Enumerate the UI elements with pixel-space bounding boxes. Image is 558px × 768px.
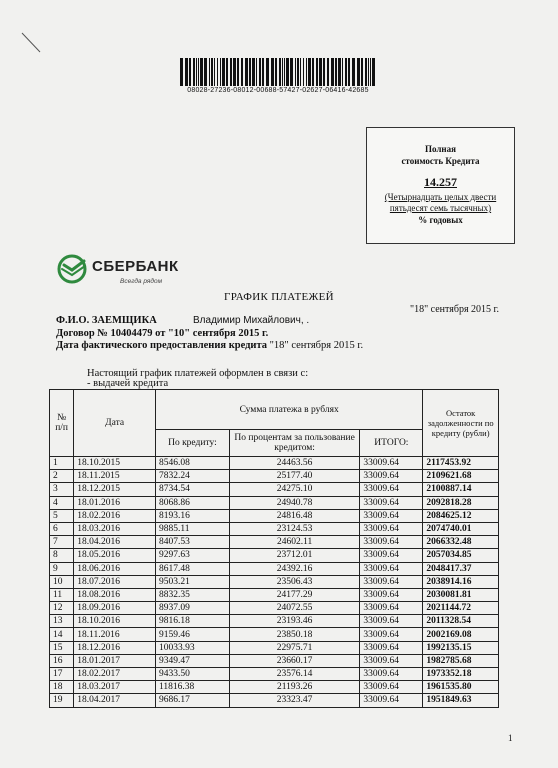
row-total: 33009.64 <box>360 694 423 707</box>
row-balance: 2117453.92 <box>423 457 499 470</box>
row-total: 33009.64 <box>360 562 423 575</box>
barcode <box>178 58 376 86</box>
page-number: 1 <box>508 733 513 743</box>
header-interest: По процентам за пользование кредитом: <box>229 430 360 457</box>
row-date: 18.09.2016 <box>74 602 156 615</box>
barcode-bar <box>319 58 322 86</box>
header-date: Дата <box>74 390 156 457</box>
cost-words <box>371 192 510 214</box>
row-balance: 2100887.14 <box>423 483 499 496</box>
barcode-bar <box>275 58 277 86</box>
borrower-name: Владимир Михайлович, . <box>193 315 310 326</box>
barcode-bar <box>256 58 257 86</box>
barcode-bar <box>372 58 375 86</box>
row-credit: 9686.17 <box>155 694 229 707</box>
row-balance: 1951849.63 <box>423 694 499 707</box>
row-total: 33009.64 <box>360 602 423 615</box>
barcode-bar <box>220 58 221 86</box>
row-date: 18.07.2016 <box>74 575 156 588</box>
row-credit: 9816.18 <box>155 615 229 628</box>
barcode-bar <box>342 58 343 86</box>
table-row <box>50 496 499 509</box>
row-total: 33009.64 <box>360 615 423 628</box>
header-num: № п/п <box>50 390 74 457</box>
barcode-bar <box>323 58 325 86</box>
row-credit: 8068.86 <box>155 496 229 509</box>
row-number: 13 <box>50 615 74 628</box>
barcode-bar <box>290 58 293 86</box>
row-interest: 23124.53 <box>229 522 360 535</box>
document-date: "18" сентября 2015 г. <box>410 304 500 315</box>
row-number: 10 <box>50 575 74 588</box>
row-number: 7 <box>50 536 74 549</box>
header-total: ИТОГО: <box>360 430 423 457</box>
barcode-bar <box>284 58 285 86</box>
row-number: 11 <box>50 588 74 601</box>
table-row <box>50 628 499 641</box>
row-number: 15 <box>50 641 74 654</box>
table-row <box>50 549 499 562</box>
table-row <box>50 641 499 654</box>
row-date: 18.02.2016 <box>74 509 156 522</box>
row-total: 33009.64 <box>360 470 423 483</box>
row-date: 18.06.2016 <box>74 562 156 575</box>
row-interest: 21193.26 <box>229 681 360 694</box>
barcode-bar <box>282 58 283 86</box>
row-number: 8 <box>50 549 74 562</box>
barcode-bar <box>189 58 191 86</box>
row-interest: 23193.46 <box>229 615 360 628</box>
barcode-bar <box>308 58 311 86</box>
barcode-bar <box>204 58 207 86</box>
row-total: 33009.64 <box>360 668 423 681</box>
borrower-label: Ф.И.О. ЗАЕМЩИКА <box>56 315 157 326</box>
barcode-bar <box>368 58 369 86</box>
row-interest: 24463.56 <box>229 457 360 470</box>
barcode-bar <box>312 58 314 86</box>
row-balance: 2057034.85 <box>423 549 499 562</box>
row-total: 33009.64 <box>360 496 423 509</box>
barcode-bar <box>211 58 213 86</box>
row-balance: 2038914.16 <box>423 575 499 588</box>
barcode-bar <box>200 58 203 86</box>
row-interest: 24816.48 <box>229 509 360 522</box>
row-balance: 1992135.15 <box>423 641 499 654</box>
barcode-bar <box>185 58 188 86</box>
row-date: 18.03.2016 <box>74 522 156 535</box>
row-interest: 23850.18 <box>229 628 360 641</box>
barcode-bar <box>237 58 239 86</box>
barcode-bar <box>331 58 334 86</box>
fact-date-value: "18" сентября 2015 г. <box>269 340 364 351</box>
row-interest: 23712.01 <box>229 549 360 562</box>
header-balance: Остаток задолженности по кредиту (рубли) <box>423 390 499 457</box>
row-credit: 8734.54 <box>155 483 229 496</box>
schedule-note: Настоящий график платежей оформлен в связи с: <box>87 368 309 379</box>
barcode-bar <box>262 58 264 86</box>
row-date: 18.11.2016 <box>74 628 156 641</box>
row-interest: 23506.43 <box>229 575 360 588</box>
row-number: 6 <box>50 522 74 535</box>
row-interest: 24940.78 <box>229 496 360 509</box>
row-date: 18.11.2015 <box>74 470 156 483</box>
barcode-bar <box>361 58 363 86</box>
cost-title-line1: Полная <box>425 144 456 154</box>
row-number: 9 <box>50 562 74 575</box>
table-row <box>50 470 499 483</box>
row-balance: 2092818.28 <box>423 496 499 509</box>
row-number: 5 <box>50 509 74 522</box>
barcode-bar <box>271 58 274 86</box>
table-row <box>50 615 499 628</box>
barcode-bar <box>295 58 296 86</box>
table-row <box>50 522 499 535</box>
row-credit: 9433.50 <box>155 668 229 681</box>
barcode-bar <box>245 58 248 86</box>
barcode-bar <box>252 58 255 86</box>
full-cost-box <box>366 127 515 244</box>
cost-title-line2: стоимость Кредита <box>401 156 480 166</box>
barcode-bar <box>370 58 371 86</box>
barcode-bar <box>300 58 301 86</box>
barcode-bar <box>198 58 199 86</box>
row-credit: 9503.21 <box>155 575 229 588</box>
row-total: 33009.64 <box>360 575 423 588</box>
barcode-number: 08028-27236-08012-00688-57427-02627-06416-42685 <box>187 87 369 94</box>
contract-number: Договор № 10404479 от "10" сентября 2015 г. <box>56 328 269 339</box>
row-credit: 8407.53 <box>155 536 229 549</box>
cost-words-line1: (Четырнадцать целых двести <box>384 192 497 202</box>
row-credit: 9297.63 <box>155 549 229 562</box>
row-number: 14 <box>50 628 74 641</box>
row-date: 18.01.2016 <box>74 496 156 509</box>
row-interest: 24275.10 <box>229 483 360 496</box>
barcode-bar <box>226 58 228 86</box>
row-balance: 2021144.72 <box>423 602 499 615</box>
barcode-bar <box>306 58 307 86</box>
row-total: 33009.64 <box>360 457 423 470</box>
row-balance: 2030081.81 <box>423 588 499 601</box>
barcode-bar <box>357 58 360 86</box>
table-row <box>50 602 499 615</box>
row-credit: 9349.47 <box>155 654 229 667</box>
row-credit: 9885.11 <box>155 522 229 535</box>
barcode-bar <box>266 58 269 86</box>
row-date: 18.08.2016 <box>74 588 156 601</box>
logo-slogan: Всегда рядом <box>120 278 163 285</box>
header-credit: По кредиту: <box>155 430 229 457</box>
row-credit: 8617.48 <box>155 562 229 575</box>
barcode-bar <box>327 58 329 86</box>
row-interest: 25177.40 <box>229 470 360 483</box>
row-interest: 24072.55 <box>229 602 360 615</box>
row-interest: 24602.11 <box>229 536 360 549</box>
table-row <box>50 483 499 496</box>
row-date: 18.12.2015 <box>74 483 156 496</box>
barcode-bar <box>241 58 243 86</box>
barcode-bar <box>180 58 183 86</box>
row-interest: 23576.14 <box>229 668 360 681</box>
barcode-bar <box>303 58 304 86</box>
row-total: 33009.64 <box>360 641 423 654</box>
row-balance: 2084625.12 <box>423 509 499 522</box>
table-row <box>50 668 499 681</box>
cost-unit: % годовых <box>418 215 463 225</box>
row-date: 18.01.2017 <box>74 654 156 667</box>
table-row <box>50 536 499 549</box>
table-row <box>50 562 499 575</box>
row-number: 12 <box>50 602 74 615</box>
row-total: 33009.64 <box>360 509 423 522</box>
row-credit: 8546.08 <box>155 457 229 470</box>
row-total: 33009.64 <box>360 681 423 694</box>
row-total: 33009.64 <box>360 483 423 496</box>
row-number: 17 <box>50 668 74 681</box>
barcode-bar <box>286 58 289 86</box>
barcode-bar <box>193 58 195 86</box>
pen-mark <box>20 30 42 54</box>
payment-schedule-table <box>49 389 499 708</box>
row-balance: 2002169.08 <box>423 628 499 641</box>
row-balance: 2066332.48 <box>423 536 499 549</box>
row-date: 18.10.2015 <box>74 457 156 470</box>
row-balance: 2048417.37 <box>423 562 499 575</box>
row-balance: 2109621.68 <box>423 470 499 483</box>
row-credit: 11816.38 <box>155 681 229 694</box>
row-total: 33009.64 <box>360 549 423 562</box>
barcode-bar <box>222 58 225 86</box>
row-balance: 2011328.54 <box>423 615 499 628</box>
row-date: 18.04.2016 <box>74 536 156 549</box>
table-row <box>50 694 499 707</box>
row-date: 18.02.2017 <box>74 668 156 681</box>
row-interest: 23660.17 <box>229 654 360 667</box>
row-total: 33009.64 <box>360 628 423 641</box>
row-total: 33009.64 <box>360 654 423 667</box>
document-title: ГРАФИК ПЛАТЕЖЕЙ <box>224 291 334 303</box>
barcode-bar <box>209 58 210 86</box>
row-credit: 8832.35 <box>155 588 229 601</box>
row-date: 18.10.2016 <box>74 615 156 628</box>
row-balance: 1961535.80 <box>423 681 499 694</box>
cost-words-line2: пятьдесят семь тысячных) <box>389 203 492 213</box>
barcode-bar <box>233 58 236 86</box>
row-interest: 24392.16 <box>229 562 360 575</box>
row-total: 33009.64 <box>360 536 423 549</box>
barcode-bar <box>345 58 347 86</box>
barcode-bar <box>348 58 350 86</box>
row-credit: 9159.46 <box>155 628 229 641</box>
row-credit: 10033.93 <box>155 641 229 654</box>
table-row <box>50 681 499 694</box>
barcode-bar <box>297 58 299 86</box>
barcode-bar <box>196 58 197 86</box>
row-number: 4 <box>50 496 74 509</box>
row-date: 18.12.2016 <box>74 641 156 654</box>
barcode-bar <box>279 58 281 86</box>
row-credit: 8193.16 <box>155 509 229 522</box>
row-number: 2 <box>50 470 74 483</box>
header-sum: Сумма платежа в рублях <box>155 390 422 430</box>
barcode-bar <box>365 58 367 86</box>
logo-name: СБЕРБАНК <box>92 258 179 275</box>
table-row <box>50 575 499 588</box>
row-number: 19 <box>50 694 74 707</box>
row-credit: 8937.09 <box>155 602 229 615</box>
row-balance: 2074740.01 <box>423 522 499 535</box>
row-number: 18 <box>50 681 74 694</box>
fact-date-label: Дата фактического предоставления кредита <box>56 340 268 351</box>
row-credit: 7832.24 <box>155 470 229 483</box>
row-number: 16 <box>50 654 74 667</box>
row-number: 3 <box>50 483 74 496</box>
row-date: 18.04.2017 <box>74 694 156 707</box>
row-balance: 1982785.68 <box>423 654 499 667</box>
table-row <box>50 509 499 522</box>
table-row <box>50 654 499 667</box>
row-date: 18.05.2016 <box>74 549 156 562</box>
table-row <box>50 457 499 470</box>
barcode-bar <box>335 58 337 86</box>
schedule-reason: - выдачей кредита <box>87 378 169 389</box>
row-interest: 24177.29 <box>229 588 360 601</box>
row-total: 33009.64 <box>360 588 423 601</box>
row-interest: 22975.71 <box>229 641 360 654</box>
barcode-bar <box>338 58 341 86</box>
row-balance: 1973352.18 <box>423 668 499 681</box>
cost-value: 14.257 <box>424 175 457 189</box>
barcode-bar <box>316 58 318 86</box>
barcode-bar <box>214 58 215 86</box>
barcode-bar <box>352 58 355 86</box>
barcode-bar <box>230 58 232 86</box>
fact-date-line <box>56 340 363 351</box>
row-date: 18.03.2017 <box>74 681 156 694</box>
barcode-bar <box>249 58 251 86</box>
table-row <box>50 588 499 601</box>
row-interest: 23323.47 <box>229 694 360 707</box>
barcode-bar <box>259 58 261 86</box>
row-total: 33009.64 <box>360 522 423 535</box>
row-number: 1 <box>50 457 74 470</box>
barcode-bar <box>217 58 218 86</box>
cost-title <box>367 143 514 167</box>
